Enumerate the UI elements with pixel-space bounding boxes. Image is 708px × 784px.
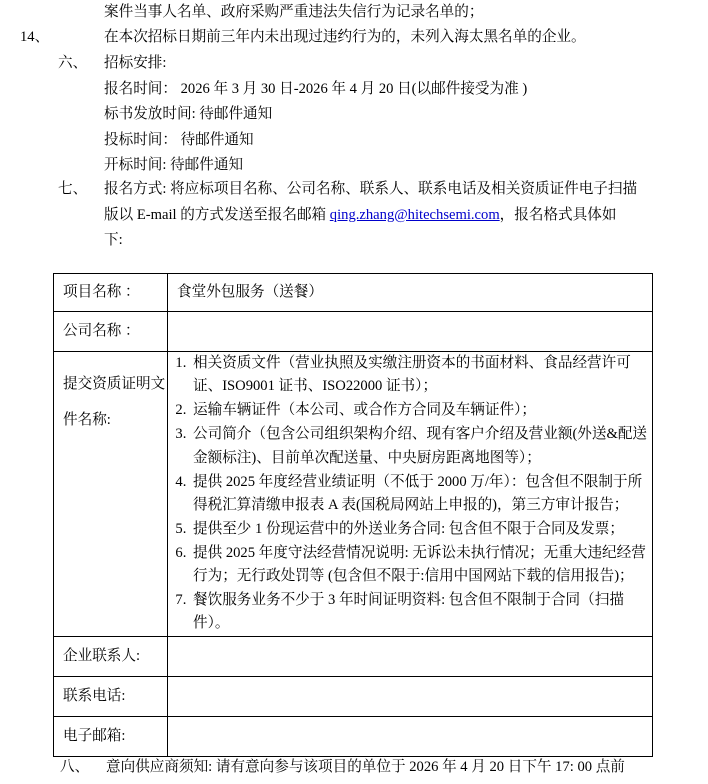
continued-paragraph-row (0, 0, 708, 26)
table-row-company-name (54, 312, 653, 352)
section-8-block (0, 755, 708, 781)
qualification-item: 7. 餐饮服务业务不少于 3 年时间证明资料: 包含但不限制于合同（扫描件）。 (190, 589, 652, 636)
section-6-item-4-row (0, 153, 708, 179)
section-7-line-2-row (0, 203, 708, 229)
section-7-line-2-prefix: 版以 E-mail 的方式发送至报名邮箱 (104, 206, 330, 223)
section-8-text: 意向供应商须知: 请有意向参与该项目的单位于 2026 年 4 月 20 日下午 17: 00 点前 (106, 759, 625, 775)
label-project-name: 项目名称 ： (54, 274, 168, 312)
section-6-item-4: 开标时间: 待邮件通知 (104, 157, 244, 174)
table-row-project-name (54, 274, 653, 312)
label-qualification-docs (54, 352, 168, 637)
value-project-name[interactable]: 食堂外包服务（送餐） (168, 274, 653, 312)
section-6-item-1-row (0, 77, 708, 103)
value-email[interactable] (168, 716, 653, 756)
table-row-qualification-docs (54, 352, 653, 637)
label-email: 电子邮箱: (54, 716, 168, 756)
section-6-block (0, 51, 708, 179)
qualification-items-list (168, 352, 652, 636)
label-contact-phone: 联系电话: (54, 676, 168, 716)
section-6-item-2-row (0, 102, 708, 128)
section-8-row (0, 755, 708, 781)
clause-14-marker: 14、 (20, 29, 50, 45)
clause-14-row (0, 25, 708, 51)
registration-email-link[interactable]: qing.zhang@hitechsemi.com (329, 206, 500, 223)
section-7-line-3-row (0, 228, 708, 254)
value-contact-person[interactable] (168, 636, 653, 676)
section-6-item-3-row (0, 128, 708, 154)
qualification-item: 5. 提供至少 1 份现运营中的外送业务合同: 包含但不限于合同及发票； (190, 518, 652, 541)
clause-14-text: 在本次招标日期前三年内未出现过违约行为的，未列入海太黑名单的企业。 (104, 29, 586, 45)
value-qualification-docs[interactable] (168, 352, 653, 637)
section-7-line-2-suffix: ，报名格式具体如 (499, 206, 617, 223)
section-6-title: 招标安排: (104, 55, 167, 71)
top-paragraph-block (0, 0, 708, 26)
label-contact-person: 企业联系人: (54, 636, 168, 676)
section-7-line-3: 下: (104, 232, 123, 249)
section-7-line-1-row (0, 177, 708, 203)
section-7-line-1: 报名方式: 将应标项目名称、公司名称、联系人、联系电话及相关资质证件电子扫描 (104, 181, 638, 197)
section-7-line-2 (104, 203, 708, 229)
table-row-contact-phone (54, 676, 653, 716)
qualification-item: 3. 公司简介（包含公司组织架构介绍、现有客户介绍及营业额(外送&配送金额标注)、目前单次配送量、中央厨房距离地图等）； (190, 423, 652, 470)
qualification-item: 4. 提供 2025 年度经营业绩证明（不低于 2000 万/年）：包含但不限制于所得税汇算清缴申报表 A 表(国税局网站上申报的)，第三方审计报告； (190, 471, 652, 518)
qualification-item: 2. 运输车辆证件（本公司、或合作方合同及车辆证件）； (190, 399, 652, 422)
section-7-marker: 七、 (58, 181, 88, 197)
qualification-item: 6. 提供 2025 年度守法经营情况说明: 无诉讼未执行情况；无重大违纪经营行为；无行政处罚等 (包含但不限于:信用中国网站下载的信用报告)； (190, 542, 652, 589)
clause-14-block (0, 25, 708, 51)
table-row-contact-person (54, 636, 653, 676)
section-7-block (0, 177, 708, 254)
label-qualification-docs-line-1: 提交资质证明文 (63, 376, 166, 392)
section-6-item-3: 投标时间： 待邮件通知 (104, 131, 254, 148)
value-company-name[interactable] (168, 312, 653, 352)
section-6-marker: 六、 (58, 55, 88, 71)
label-qualification-docs-line-2: 件名称: (63, 412, 111, 428)
value-contact-phone[interactable] (168, 676, 653, 716)
qualification-item: 1. 相关资质文件（营业执照及实缴注册资本的书面材料、食品经营许可证、ISO9001 证书、ISO22000 证书）； (190, 352, 652, 399)
section-6-item-2: 标书发放时间: 待邮件通知 (104, 106, 273, 123)
continued-paragraph-text: 案件当事人名单、政府采购严重违法失信行为记录名单的； (104, 4, 484, 20)
section-6-item-1: 报名时间： 2026 年 3 月 30 日-2026 年 4 月 20 日(以邮件接受为准 ) (104, 80, 528, 97)
section-6-title-row (0, 51, 708, 77)
registration-form-table (53, 273, 653, 757)
section-8-marker: 八、 (60, 759, 90, 775)
label-company-name: 公司名称 ： (54, 312, 168, 352)
table-row-email (54, 716, 653, 756)
